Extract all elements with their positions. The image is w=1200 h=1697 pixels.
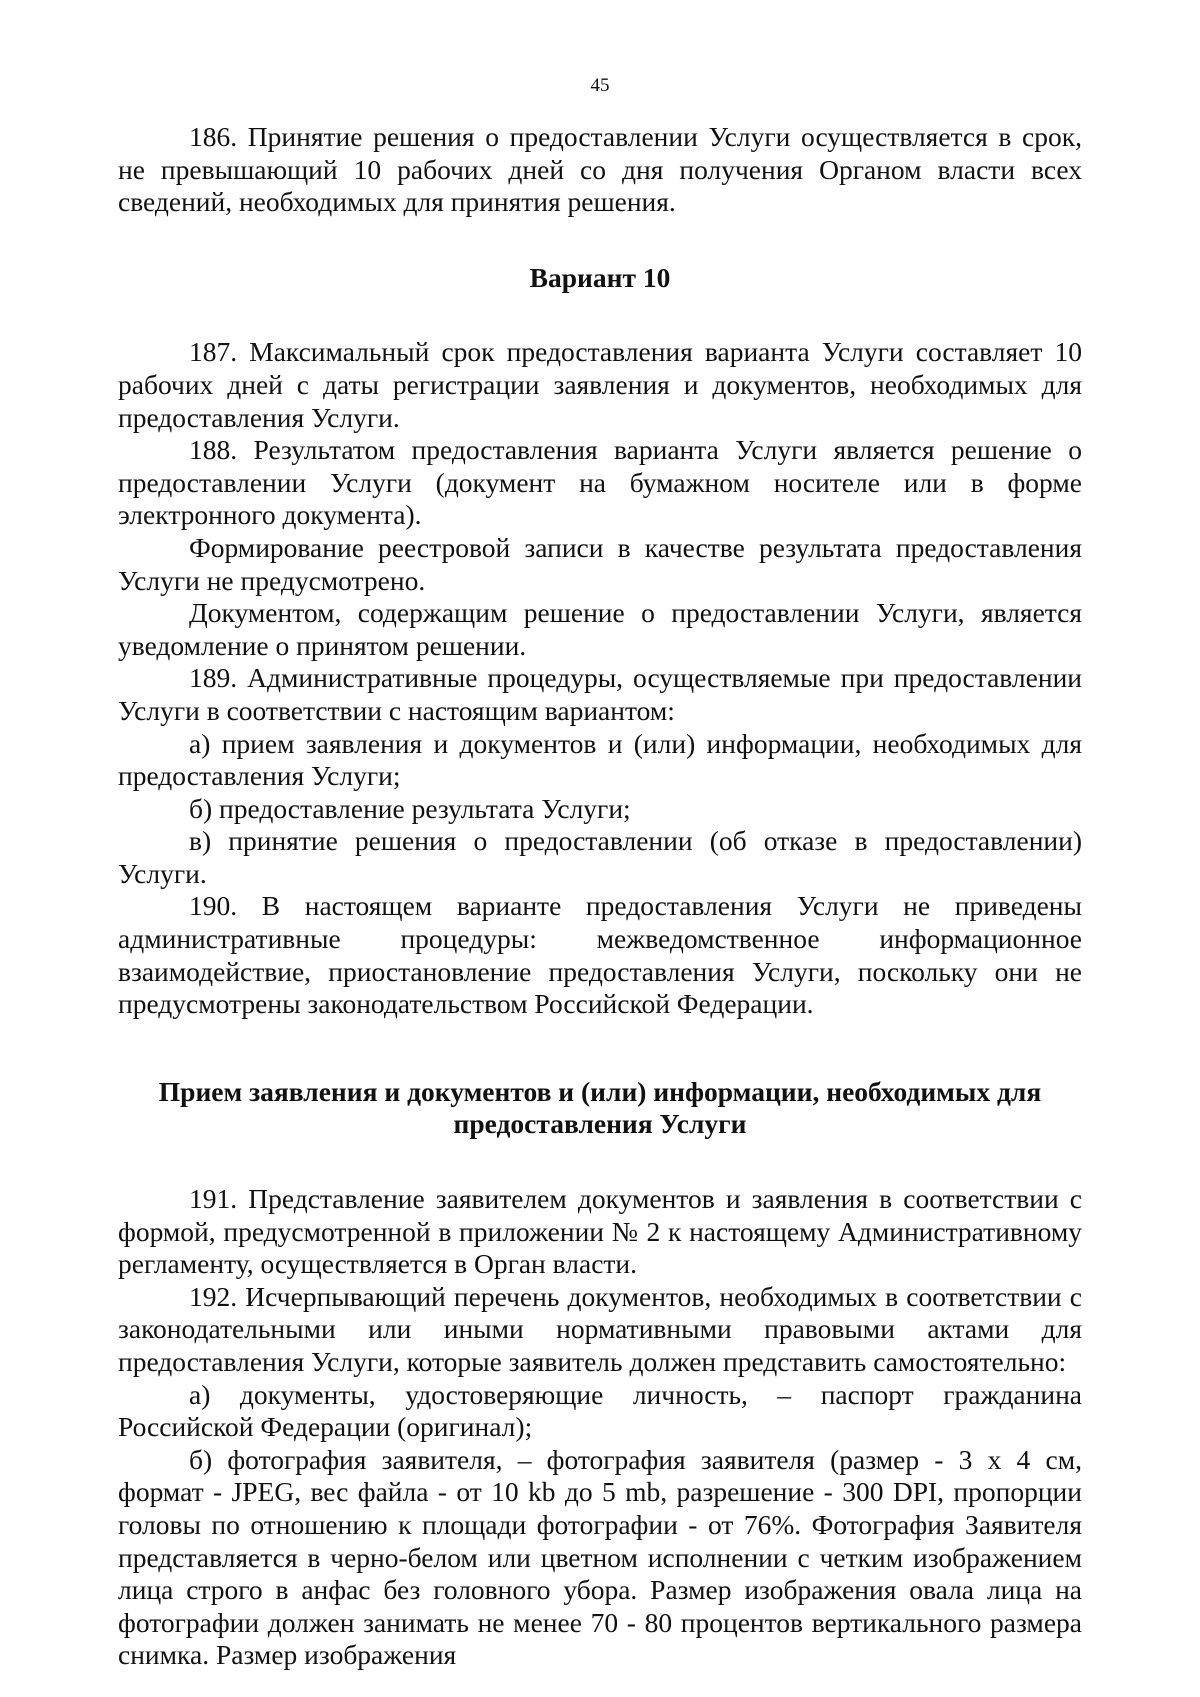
paragraph-187: 187. Максимальный срок предоставления варианта Услуги составляет 10 рабочих дней с даты регистрации заявления и документов, необходимых для предоставления Услуги.	[118, 336, 1082, 433]
paragraph-188: 188. Результатом предоставления варианта Услуги является решение о предоставлении Услуги (документ на бумажном носителе или в форме электронного документа).	[118, 434, 1082, 531]
page-number: 45	[590, 75, 610, 96]
paragraph-189: 189. Административные процедуры, осуществляемые при предоставлении Услуги в соответствии с настоящим вариантом:	[118, 662, 1082, 726]
document-body	[118, 121, 1082, 1672]
paragraph-190: 190. В настоящем варианте предоставления Услуги не приведены административные процедуры: межведомственное информационное взаимодействие, приостановление предоставления Услуги, поскольку они не предусмотрены законодательством Российской Федерации.	[118, 890, 1082, 1020]
heading-section-reception: Прием заявления и документов и (или) информации, необходимых для предоставления Услуги	[158, 1075, 1042, 1140]
list-item-v: в) принятие решения о предоставлении (об отказе в предоставлении) Услуги.	[118, 825, 1082, 889]
list-item-b: б) предоставление результата Услуги;	[189, 792, 631, 824]
paragraph-registry-record: Формирование реестровой записи в качестве результата предоставления Услуги не предусмотрено.	[118, 531, 1082, 596]
list-item-a: а) прием заявления и документов и (или) информации, необходимых для предоставления Услуги;	[118, 727, 1082, 792]
list-item-documents: а) документы, удостоверяющие личность, – паспорт гражданина Российской Федерации (оригинал);	[118, 1378, 1082, 1443]
heading-variant-10: Вариант 10	[529, 261, 671, 293]
paragraph-decision-document: Документом, содержащим решение о предоставлении Услуги, является уведомление о принятом решении.	[118, 597, 1082, 661]
paragraph-192: 192. Исчерпывающий перечень документов, необходимых в соответствии с законодательными или иными нормативными правовыми актами для предоставления Услуги, которые заявитель должен представить самостоятельно:	[118, 1280, 1082, 1377]
paragraph-186: 186. Принятие решения о предоставлении Услуги осуществляется в срок, не превышающий 10 рабочих дней со дня получения Органом власти всех сведений, необходимых для принятия решения.	[118, 121, 1082, 218]
list-item-photo: б) фотография заявителя, – фотография заявителя (размер - 3 x 4 см, формат - JPEG, вес файла - от 10 kb до 5 mb, разрешение - 300 DPI, пропорции головы по отношению к площади фотографии - от 76%. Фотография Заявителя представляется в черно-белом или цветном исполнении с четким изображением лица строго в анфас без головного убора. Размер изображения овала лица на фотографии должен занимать не менее 70 - 80 процентов вертикального размера снимка. Размер изображения	[118, 1443, 1082, 1671]
paragraph-191: 191. Представление заявителем документов и заявления в соответствии с формой, предусмотренной в приложении № 2 к настоящему Административному регламенту, осуществляется в Орган власти.	[118, 1183, 1082, 1280]
